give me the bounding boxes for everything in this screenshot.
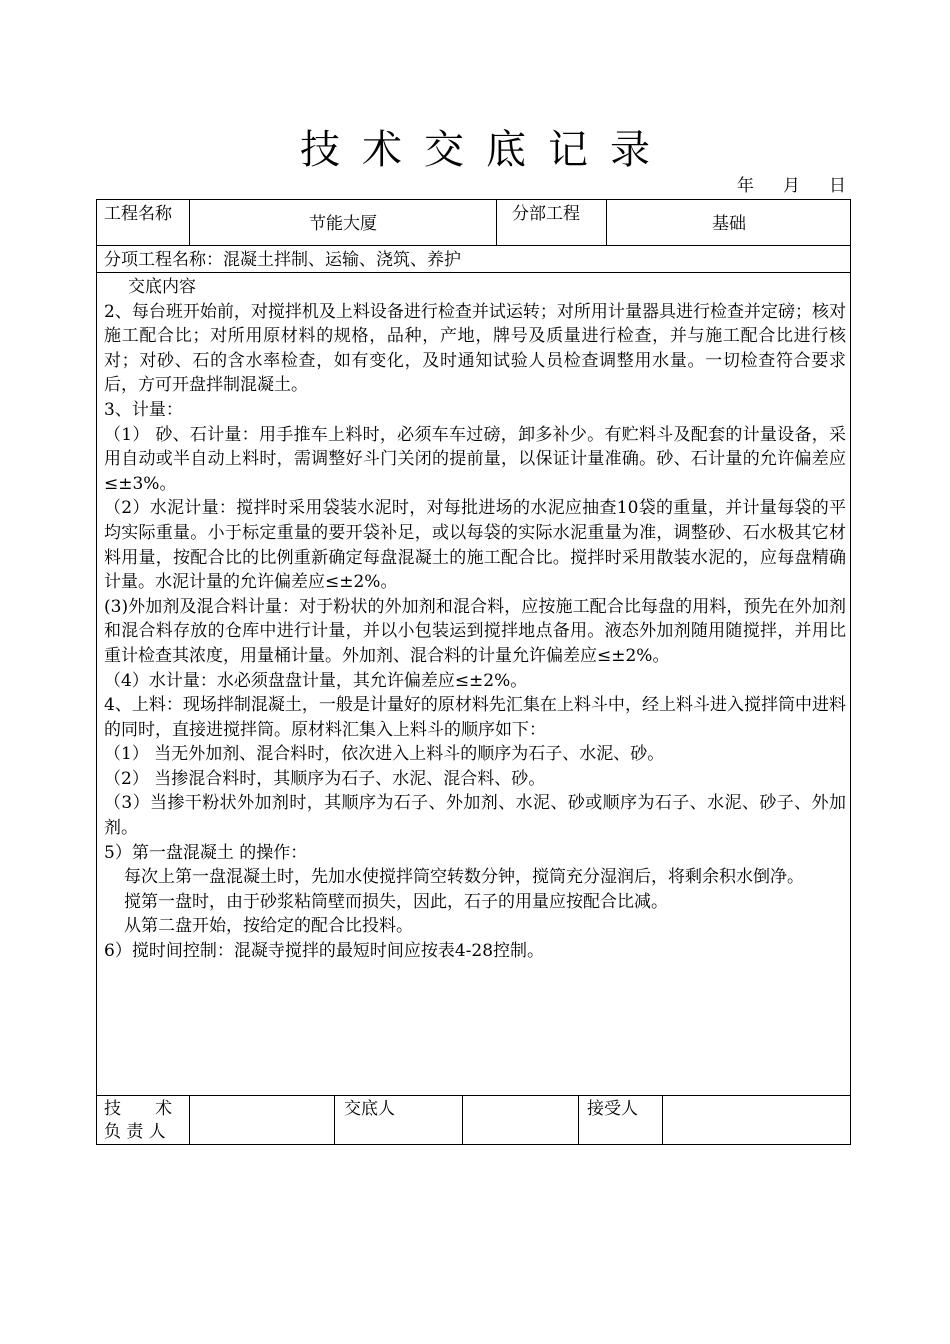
content-paragraph: （3）当掺干粉状外加剂时，其顺序为石子、外加剂、水泥、砂或顺序为石子、水泥、砂子、外加剂。 bbox=[104, 793, 846, 839]
row-divider-subitem bbox=[96, 272, 851, 273]
tech-lead-label-line1: 技 术 bbox=[104, 1099, 172, 1119]
content-paragraph: （1） 当无外加剂、混合料时，依次进入上料斗的顺序为石子、水泥、砂。 bbox=[104, 744, 665, 765]
tech-lead-signature-field[interactable] bbox=[190, 1096, 334, 1144]
division-label: 分部工程 bbox=[512, 204, 580, 224]
content-paragraph: 每次上第一盘混凝土时，先加水使搅拌筒空转数分钟，搅筒充分湿润后，将剩余积水倒净。 bbox=[124, 867, 804, 888]
content-paragraph: 搅第一盘时，由于砂浆粘筒壁而损失，因此，石子的用量应按配合比减。 bbox=[124, 891, 668, 912]
date-month: 月 bbox=[783, 176, 800, 196]
receiver-label: 接受人 bbox=[587, 1099, 638, 1119]
content-paragraph: (3)外加剂及混合料计量：对于粉状的外加剂和混合料，应按施工配合比每盘的用料，预先在外加剂和混合料存放的仓库中进行计量，并以小包装运到搅拌地点备用。液态外加剂随用随搅拌，并用比重计检查其浓度，用量桶计量。外加剂、混合料的计量允许偏差应≤±2%。 bbox=[104, 596, 846, 666]
document-title: 技术交底记录 bbox=[300, 127, 672, 173]
col-divider-2 bbox=[496, 199, 497, 245]
receiver-signature-field[interactable] bbox=[663, 1096, 850, 1144]
row-divider-header bbox=[96, 245, 851, 246]
content-heading: 交底内容 bbox=[128, 277, 196, 297]
content-paragraph: 5）第一盘混凝土 的操作： bbox=[104, 842, 308, 863]
content-paragraph: 4、上料：现场拌制混凝土，一般是计量好的原材料先汇集在上料斗中，经上料斗进入搅拌筒中进料的同时，直接进搅拌筒。原材料汇集入上料斗的顺序如下： bbox=[104, 695, 846, 740]
handover-label: 交底人 bbox=[344, 1099, 395, 1119]
handover-signature-field[interactable] bbox=[463, 1096, 578, 1144]
project-name-label: 工程名称 bbox=[104, 204, 172, 224]
content-paragraph: （2）水泥计量：搅拌时采用袋装水泥时，对每批进场的水泥应抽查10袋的重量，并计量每袋的平均实际重量。小于标定重量的要开袋补足，或以每袋的实际水泥重量为准，调整砂、石水极其它材料用量，按配合比的比例重新确定每盘混凝土的施工配合比。搅拌时采用散装水泥的，应每盘精确计量。水泥计量的允许偏差应≤±2%。 bbox=[104, 498, 846, 593]
subitem-label: 分项工程名称： bbox=[104, 250, 223, 270]
content-paragraph: 2、每台班开始前，对搅拌机及上料设备进行检查并试运转；对所用计量器具进行检查并定磅；核对施工配合比；对所用原材料的规格，品种，产地，牌号及质量进行检查，并与施工配合比进行核对；对砂、石的含水率检查，如有变化，及时通知试验人员检查调整用水量。一切检查符合要求后，方可开盘拌制混凝土。 bbox=[104, 301, 846, 396]
content-paragraph: （4）水计量：水必须盘盘计量，其允许偏差应≤±2%。 bbox=[104, 670, 528, 691]
content-paragraph: 3、计量： bbox=[104, 399, 183, 420]
subitem-row bbox=[104, 249, 461, 271]
date-day: 日 bbox=[829, 176, 846, 196]
content-paragraph: （1） 砂、石计量：用手推车上料时，必须车车过磅，卸多补少。有贮料斗及配套的计量设备，采用自动或半自动上料时，需调整好斗门关闭的提前量，以保证计量准确。砂、石计量的允许偏差应≤±3%。 bbox=[104, 424, 846, 494]
division-value: 基础 bbox=[712, 214, 746, 234]
footer-col-divider-4 bbox=[578, 1095, 579, 1145]
content-paragraph: （2） 当掺混合料时，其顺序为石子、水泥、混合料、砂。 bbox=[104, 768, 546, 789]
handover-content bbox=[104, 275, 846, 964]
subitem-value: 混凝土拌制、运输、浇筑、养护 bbox=[223, 250, 461, 270]
footer-col-divider-2 bbox=[334, 1095, 335, 1145]
date-year: 年 bbox=[737, 176, 754, 196]
tech-lead-label-line2: 负 责 人 bbox=[104, 1122, 166, 1142]
content-paragraph: 6）搅时间控制：混凝寺搅拌的最短时间应按表4-28控制。 bbox=[104, 941, 545, 962]
content-paragraph: 从第二盘开始，按给定的配合比投料。 bbox=[124, 916, 413, 937]
project-name-value: 节能大厦 bbox=[309, 214, 377, 234]
